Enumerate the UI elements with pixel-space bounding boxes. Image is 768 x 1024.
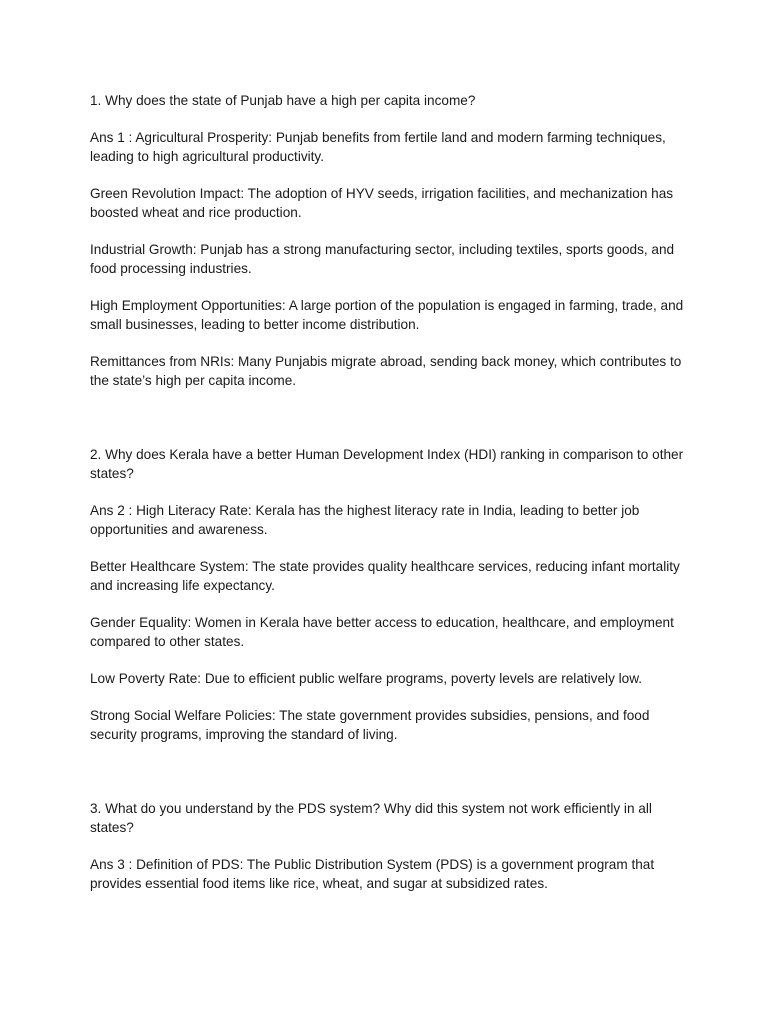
section-spacer xyxy=(90,762,690,799)
answer-2-paragraph-2: Better Healthcare System: The state provides quality healthcare services, reducing infant mortality and increasing life expectancy. xyxy=(90,559,680,593)
answer-3-paragraph-1: Ans 3 : Definition of PDS: The Public Distribution System (PDS) is a government program that provides essential food items like rice, wheat, and sugar at subsidized rates. xyxy=(90,857,655,891)
answer-1-paragraph-5: Remittances from NRIs: Many Punjabis migrate abroad, sending back money, which contributes to the state’s high per capita income. xyxy=(90,354,682,388)
answer-1-paragraph-1: Ans 1 : Agricultural Prosperity: Punjab benefits from fertile land and modern farming techniques, leading to high agricultural productivity. xyxy=(90,130,666,164)
question-section-2 xyxy=(90,445,690,744)
question-section-3 xyxy=(90,799,690,893)
document-page xyxy=(90,91,690,911)
answer-1-paragraph-2: Green Revolution Impact: The adoption of HYV seeds, irrigation facilities, and mechanization has boosted wheat and rice production. xyxy=(90,186,674,220)
question-2: 2. Why does Kerala have a better Human Development Index (HDI) ranking in comparison to other states? xyxy=(90,447,684,481)
answer-1-paragraph-3: Industrial Growth: Punjab has a strong manufacturing sector, including textiles, sports goods, and food processing industries. xyxy=(90,242,675,276)
answer-2-paragraph-3: Gender Equality: Women in Kerala have better access to education, healthcare, and employment compared to other states. xyxy=(90,615,674,649)
question-3: 3. What do you understand by the PDS system? Why did this system not work efficiently in all states? xyxy=(90,801,652,835)
answer-2-paragraph-5: Strong Social Welfare Policies: The state government provides subsidies, pensions, and food security programs, improving the standard of living. xyxy=(90,708,650,742)
question-1: 1. Why does the state of Punjab have a high per capita income? xyxy=(90,93,476,108)
answer-2-paragraph-4: Low Poverty Rate: Due to efficient public welfare programs, poverty levels are relatively low. xyxy=(90,671,643,686)
answer-1-paragraph-4: High Employment Opportunities: A large portion of the population is engaged in farming, trade, and small businesses, leading to better income distribution. xyxy=(90,298,684,332)
section-spacer xyxy=(90,408,690,445)
question-section-1 xyxy=(90,91,690,390)
answer-2-paragraph-1: Ans 2 : High Literacy Rate: Kerala has the highest literacy rate in India, leading to better job opportunities and awareness. xyxy=(90,503,640,537)
